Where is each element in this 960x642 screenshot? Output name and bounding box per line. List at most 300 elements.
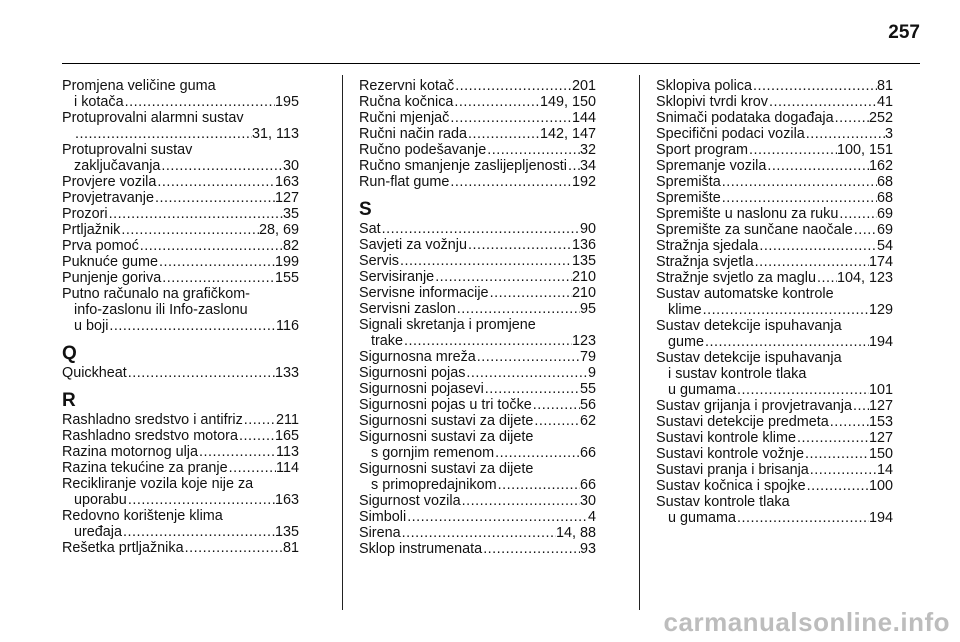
dot-leader <box>467 126 540 142</box>
index-entry-term: Servisne informacije <box>359 285 489 301</box>
dot-leader <box>139 238 283 254</box>
dot-leader <box>461 493 580 509</box>
dot-leader <box>465 365 588 381</box>
index-entry <box>62 412 299 428</box>
index-entry <box>656 446 893 462</box>
index-entry-pages: 129 <box>868 302 893 318</box>
index-entry-pages: 30 <box>282 158 299 174</box>
index-entry-line: i sustav kontrole tlaka <box>668 366 807 382</box>
index-entry-last-line <box>656 414 893 430</box>
dot-leader <box>796 430 869 446</box>
index-entry-line: Putno računalo na grafičkom- <box>62 286 250 302</box>
index-entry-pages: 104, 123 <box>836 270 893 286</box>
index-entry <box>359 429 596 461</box>
index-entry-last-line <box>62 428 299 444</box>
index-entry <box>62 110 299 142</box>
index-entry-pages: 55 <box>579 381 596 397</box>
index-entry-term: Sustavi kontrole vožnje <box>656 446 804 462</box>
dot-leader <box>809 462 877 478</box>
index-entry-last-line <box>656 238 893 254</box>
dot-leader <box>721 190 877 206</box>
dot-leader <box>489 285 572 301</box>
index-entry-term: Servisni zaslon <box>359 301 456 317</box>
index-entry-pages: 252 <box>868 110 893 126</box>
dot-leader <box>108 318 276 334</box>
index-entry <box>359 365 596 381</box>
index-entry-term: uređaja <box>74 524 123 540</box>
index-entry-term: Sustavi detekcije predmeta <box>656 414 829 430</box>
dot-leader <box>243 412 276 428</box>
index-letter-heading: R <box>62 390 76 411</box>
index-entry-pages: 95 <box>579 301 596 317</box>
index-entry <box>359 110 596 126</box>
dot-leader <box>532 397 580 413</box>
index-entry <box>359 317 596 349</box>
index-entry-pages: 32 <box>579 142 596 158</box>
index-entry-line: Protuprovalni alarmni sustav <box>62 110 244 126</box>
dot-leader <box>238 428 275 444</box>
index-entry-pages: 30 <box>579 493 596 509</box>
index-entry-term: Sustavi kontrole klime <box>656 430 796 446</box>
column-divider <box>342 75 343 610</box>
index-entry <box>656 286 893 318</box>
index-entry-last-line <box>359 110 596 126</box>
index-entry-last-line <box>656 94 893 110</box>
index-entry-last-line <box>656 110 893 126</box>
index-entry-line: Recikliranje vozila koje nije za <box>62 476 254 492</box>
index-entry-last-line <box>656 334 893 350</box>
index-entry-last-line <box>62 190 299 206</box>
index-entry-pages: 163 <box>274 174 299 190</box>
index-entry-term: Prozori <box>62 206 108 222</box>
index-entry <box>359 174 596 190</box>
dot-leader <box>120 222 259 238</box>
index-entry-last-line <box>359 237 596 253</box>
index-entry <box>359 142 596 158</box>
index-entry <box>359 381 596 397</box>
index-entry-line: Protuprovalni sustav <box>62 142 193 158</box>
index-entry-last-line <box>359 301 596 317</box>
index-entry <box>656 398 893 414</box>
index-entry <box>656 222 893 238</box>
index-entry-last-line <box>656 382 893 398</box>
index-entry-term: Ručno podešavanje <box>359 142 487 158</box>
index-entry-last-line <box>656 190 893 206</box>
dot-leader <box>497 477 580 493</box>
index-entry-term: Razina motornog ulja <box>62 444 198 460</box>
dot-leader <box>752 78 877 94</box>
index-entry-pages: 101 <box>868 382 893 398</box>
index-entry <box>359 253 596 269</box>
index-entry-last-line <box>62 206 299 222</box>
dot-leader <box>567 158 580 174</box>
header-rule <box>62 63 920 64</box>
index-entry-term: Ručna kočnica <box>359 94 454 110</box>
index-entry <box>62 365 299 381</box>
dot-leader <box>449 174 572 190</box>
index-entry-pages: 127 <box>274 190 299 206</box>
index-entry-last-line <box>359 509 596 525</box>
dot-leader <box>449 110 572 126</box>
index-entry <box>656 430 893 446</box>
index-entry-last-line <box>656 158 893 174</box>
index-entry-term: Spremište za sunčane naočale <box>656 222 853 238</box>
index-entry-term: Sigurnost vozila <box>359 493 461 509</box>
index-entry <box>656 78 893 94</box>
dot-leader <box>158 254 275 270</box>
dot-leader <box>768 94 877 110</box>
dot-leader <box>228 460 276 476</box>
index-entry-last-line <box>62 365 299 381</box>
index-entry-term: Sklopivi tvrdi krov <box>656 94 768 110</box>
dot-leader <box>154 190 275 206</box>
index-column-2 <box>359 78 596 557</box>
index-entry-last-line <box>62 492 299 508</box>
index-entry <box>359 301 596 317</box>
dot-leader <box>401 525 556 541</box>
index-entry <box>62 206 299 222</box>
index-entry-last-line <box>656 430 893 446</box>
index-entry <box>62 508 299 540</box>
index-entry-line: Sigurnosni sustavi za dijete <box>359 461 534 477</box>
index-entry-pages: 14 <box>876 462 893 478</box>
dot-leader <box>403 333 572 349</box>
index-entry-line: Sustav detekcije ispuhavanja <box>656 318 842 334</box>
index-entry <box>359 461 596 493</box>
index-entry-pages: 142, 147 <box>539 126 596 142</box>
index-entry-term: i kotača <box>74 94 124 110</box>
index-entry <box>62 142 299 174</box>
dot-leader <box>482 541 580 557</box>
index-entry-pages: 123 <box>571 333 596 349</box>
index-entry-pages: 192 <box>571 174 596 190</box>
index-entry-pages: 14, 88 <box>555 525 596 541</box>
index-entry <box>656 350 893 398</box>
index-entry-term: Stražnja sjedala <box>656 238 759 254</box>
index-entry-line: Sigurnosni sustavi za dijete <box>359 429 534 445</box>
index-entry-last-line <box>656 398 893 414</box>
index-entry-pages: 4 <box>587 509 596 525</box>
index-column-1 <box>62 78 299 556</box>
index-entry-pages: 28, 69 <box>258 222 299 238</box>
index-entry <box>62 190 299 206</box>
index-entry-term: Snimači podataka događaja <box>656 110 834 126</box>
index-entry-pages: 201 <box>571 78 596 94</box>
dot-leader <box>467 237 572 253</box>
watermark: carmanualsonline.info <box>663 607 950 637</box>
index-entry <box>62 286 299 334</box>
index-entry-pages: 127 <box>868 398 893 414</box>
index-entry-term: Sigurnosni pojas <box>359 365 466 381</box>
index-entry <box>656 462 893 478</box>
index-entry <box>359 413 596 429</box>
index-entry-term: Servisiranje <box>359 269 435 285</box>
index-entry <box>656 158 893 174</box>
index-entry-term: Provjetravanje <box>62 190 154 206</box>
dot-leader <box>156 174 275 190</box>
index-entry-term: Rešetka prtljažnika <box>62 540 184 556</box>
dot-leader <box>806 478 869 494</box>
index-entry-pages: 195 <box>274 94 299 110</box>
index-entry-pages: 211 <box>276 412 299 428</box>
index-entry-pages: 199 <box>274 254 299 270</box>
index-entry <box>62 254 299 270</box>
dot-leader <box>108 206 283 222</box>
index-entry <box>359 509 596 525</box>
index-entry <box>656 494 893 526</box>
dot-leader <box>838 206 877 222</box>
index-entry <box>656 318 893 350</box>
index-entry-term: Punjenje goriva <box>62 270 162 286</box>
dot-leader <box>758 238 877 254</box>
index-entry-term: Provjere vozila <box>62 174 157 190</box>
index-entry-last-line <box>359 333 596 349</box>
index-entry-term: gume <box>668 334 704 350</box>
dot-leader <box>533 413 580 429</box>
index-entry-last-line <box>359 541 596 557</box>
index-entry <box>359 285 596 301</box>
index-entry-pages: 133 <box>274 365 299 381</box>
dot-leader <box>124 94 275 110</box>
index-entry-last-line <box>359 445 596 461</box>
index-entry-pages: 113 <box>276 444 299 460</box>
index-entry-pages: 9 <box>587 365 596 381</box>
index-entry-last-line <box>359 142 596 158</box>
index-entry-last-line <box>359 493 596 509</box>
index-entry-pages: 174 <box>868 254 893 270</box>
index-entry-term: Sigurnosni pojasevi <box>359 381 484 397</box>
dot-leader <box>160 158 283 174</box>
index-entry <box>359 349 596 365</box>
index-entry <box>62 222 299 238</box>
index-entry <box>62 460 299 476</box>
dot-leader <box>834 110 869 126</box>
index-entry-last-line <box>359 365 596 381</box>
index-letter-heading: S <box>359 199 372 220</box>
index-entry-last-line <box>359 477 596 493</box>
index-entry-term: Puknuće gume <box>62 254 158 270</box>
index-entry <box>656 270 893 286</box>
index-entry-pages: 144 <box>571 110 596 126</box>
index-entry-last-line <box>359 126 596 142</box>
index-entry-pages: 35 <box>282 206 299 222</box>
index-entry-last-line <box>62 460 299 476</box>
index-entry-term: Sirena <box>359 525 401 541</box>
dot-leader <box>704 334 869 350</box>
dot-leader <box>853 222 877 238</box>
index-entry-term: Servis <box>359 253 399 269</box>
index-entry-pages: 54 <box>876 238 893 254</box>
index-entry-pages: 66 <box>579 445 596 461</box>
index-entry-pages: 149, 150 <box>539 94 596 110</box>
index-entry-last-line <box>62 126 299 142</box>
index-entry <box>359 269 596 285</box>
index-entry-pages: 150 <box>868 446 893 462</box>
index-entry-pages: 114 <box>276 460 299 476</box>
index-entry-term: s gornjim remenom <box>371 445 495 461</box>
index-entry <box>656 190 893 206</box>
index-entry <box>656 238 893 254</box>
index-entry-last-line <box>656 462 893 478</box>
index-entry-last-line <box>62 94 299 110</box>
index-entry-last-line <box>656 174 893 190</box>
dot-leader <box>434 269 572 285</box>
index-entry <box>62 540 299 556</box>
index-entry-pages: 135 <box>571 253 596 269</box>
index-entry-last-line <box>656 254 893 270</box>
index-entry-term: Sport program <box>656 142 748 158</box>
page-number: 257 <box>888 22 920 43</box>
index-entry-pages: 81 <box>282 540 299 556</box>
index-entry-last-line <box>359 174 596 190</box>
index-entry <box>359 397 596 413</box>
index-entry <box>62 476 299 508</box>
index-entry-last-line <box>62 444 299 460</box>
index-entry-term: u boji <box>74 318 109 334</box>
index-entry <box>62 78 299 110</box>
index-entry-pages: 3 <box>884 126 893 142</box>
index-entry <box>359 237 596 253</box>
index-entry-pages: 127 <box>868 430 893 446</box>
index-entry-term: Sustav kočnica i spojke <box>656 478 806 494</box>
index-entry-term: Stražnja svjetla <box>656 254 754 270</box>
index-entry-pages: 136 <box>571 237 596 253</box>
index-entry <box>62 444 299 460</box>
index-entry-pages: 69 <box>876 206 893 222</box>
index-entry-pages: 93 <box>579 541 596 557</box>
index-entry <box>359 493 596 509</box>
index-entry-pages: 31, 113 <box>252 126 299 142</box>
index-entry-last-line <box>359 525 596 541</box>
index-entry-pages: 194 <box>868 510 893 526</box>
index-entry-term: Sklopiva polica <box>656 78 752 94</box>
index-entry-last-line <box>359 285 596 301</box>
dot-leader <box>702 302 869 318</box>
dot-leader <box>127 365 275 381</box>
index-entry-last-line <box>656 222 893 238</box>
index-entry-term: Ručno smanjenje zaslijepljenosti <box>359 158 567 174</box>
index-entry-term: Spremišta <box>656 174 721 190</box>
index-entry-pages: 116 <box>276 318 299 334</box>
index-entry-term: Rezervni kotač <box>359 78 455 94</box>
index-entry-pages: 66 <box>579 477 596 493</box>
index-entry-last-line <box>62 412 299 428</box>
dot-leader <box>829 414 869 430</box>
index-entry-last-line <box>359 381 596 397</box>
index-entry <box>359 158 596 174</box>
index-entry-pages: 90 <box>579 221 596 237</box>
index-entry <box>656 110 893 126</box>
index-entry-pages: 100 <box>868 478 893 494</box>
index-entry-pages: 69 <box>876 222 893 238</box>
index-entry <box>62 270 299 286</box>
dot-leader <box>198 444 276 460</box>
index-entry-last-line <box>656 206 893 222</box>
index-entry-pages: 210 <box>571 269 596 285</box>
dot-leader <box>852 398 869 414</box>
index-entry-last-line <box>656 302 893 318</box>
dot-leader <box>484 381 580 397</box>
index-entry-pages: 41 <box>876 94 893 110</box>
index-entry <box>359 541 596 557</box>
index-entry-term: Sat <box>359 221 381 237</box>
index-entry <box>656 94 893 110</box>
index-entry-line: Redovno korištenje klima <box>62 508 223 524</box>
index-entry-term: Prva pomoć <box>62 238 139 254</box>
index-entry-line: Signali skretanja i promjene <box>359 317 536 333</box>
index-entry-pages: 68 <box>876 190 893 206</box>
dot-leader <box>736 382 869 398</box>
index-entry-last-line <box>656 510 893 526</box>
index-entry-line: Sustav detekcije ispuhavanja <box>656 350 842 366</box>
dot-leader <box>804 446 869 462</box>
index-column-3 <box>656 78 893 526</box>
index-entry-last-line <box>656 126 893 142</box>
index-entry-pages: 82 <box>282 238 299 254</box>
index-entry-pages: 194 <box>868 334 893 350</box>
index-entry-term: Razina tekućine za pranje <box>62 460 228 476</box>
index-entry-term: u gumama <box>668 382 736 398</box>
index-entry <box>656 478 893 494</box>
index-entry-pages: 163 <box>274 492 299 508</box>
index-entry-term: Sigurnosni sustavi za dijete <box>359 413 534 429</box>
index-entry-term: Spremište u naslonu za ruku <box>656 206 839 222</box>
index-entry-term: Sigurnosna mreža <box>359 349 476 365</box>
index-entry-term: Sklop instrumenata <box>359 541 483 557</box>
index-entry-pages: 210 <box>571 285 596 301</box>
index-entry-last-line <box>62 238 299 254</box>
index-entry-last-line <box>62 524 299 540</box>
index-entry-term: u gumama <box>668 510 736 526</box>
dot-leader <box>494 445 580 461</box>
index-entry-term: Savjeti za vožnju <box>359 237 467 253</box>
index-entry-last-line <box>62 318 299 334</box>
index-entry-last-line <box>62 540 299 556</box>
index-entry <box>62 428 299 444</box>
index-entry-term: Rashladno sredstvo motora <box>62 428 238 444</box>
index-entry-term: trake <box>371 333 403 349</box>
index-entry-last-line <box>359 397 596 413</box>
index-entry-last-line <box>62 254 299 270</box>
index-entry <box>359 221 596 237</box>
index-entry-term: Sigurnosni pojas u tri točke <box>359 397 532 413</box>
index-entry-last-line <box>656 478 893 494</box>
index-entry-last-line <box>359 269 596 285</box>
index-entry-pages: 79 <box>579 349 596 365</box>
dot-leader <box>721 174 877 190</box>
index-entry-line: Sustav kontrole tlaka <box>656 494 790 510</box>
index-entry-last-line <box>656 142 893 158</box>
index-entry-last-line <box>359 158 596 174</box>
index-entry-term: Quickheat <box>62 365 127 381</box>
dot-leader <box>381 221 580 237</box>
index-entry-last-line <box>359 349 596 365</box>
dot-leader <box>406 509 588 525</box>
index-entry-last-line <box>359 78 596 94</box>
index-entry-pages: 62 <box>579 413 596 429</box>
index-entry-term: Spremište <box>656 190 721 206</box>
index-entry-last-line <box>62 158 299 174</box>
dot-leader <box>453 94 540 110</box>
index-entry-pages: 56 <box>579 397 596 413</box>
index-entry-pages: 68 <box>876 174 893 190</box>
index-entry-line: info-zaslonu ili Info-zaslonu <box>74 302 248 318</box>
index-entry <box>656 254 893 270</box>
dot-leader <box>748 142 837 158</box>
index-entry <box>62 174 299 190</box>
index-entry-last-line <box>656 78 893 94</box>
index-entry-term: Rashladno sredstvo i antifriz <box>62 412 243 428</box>
